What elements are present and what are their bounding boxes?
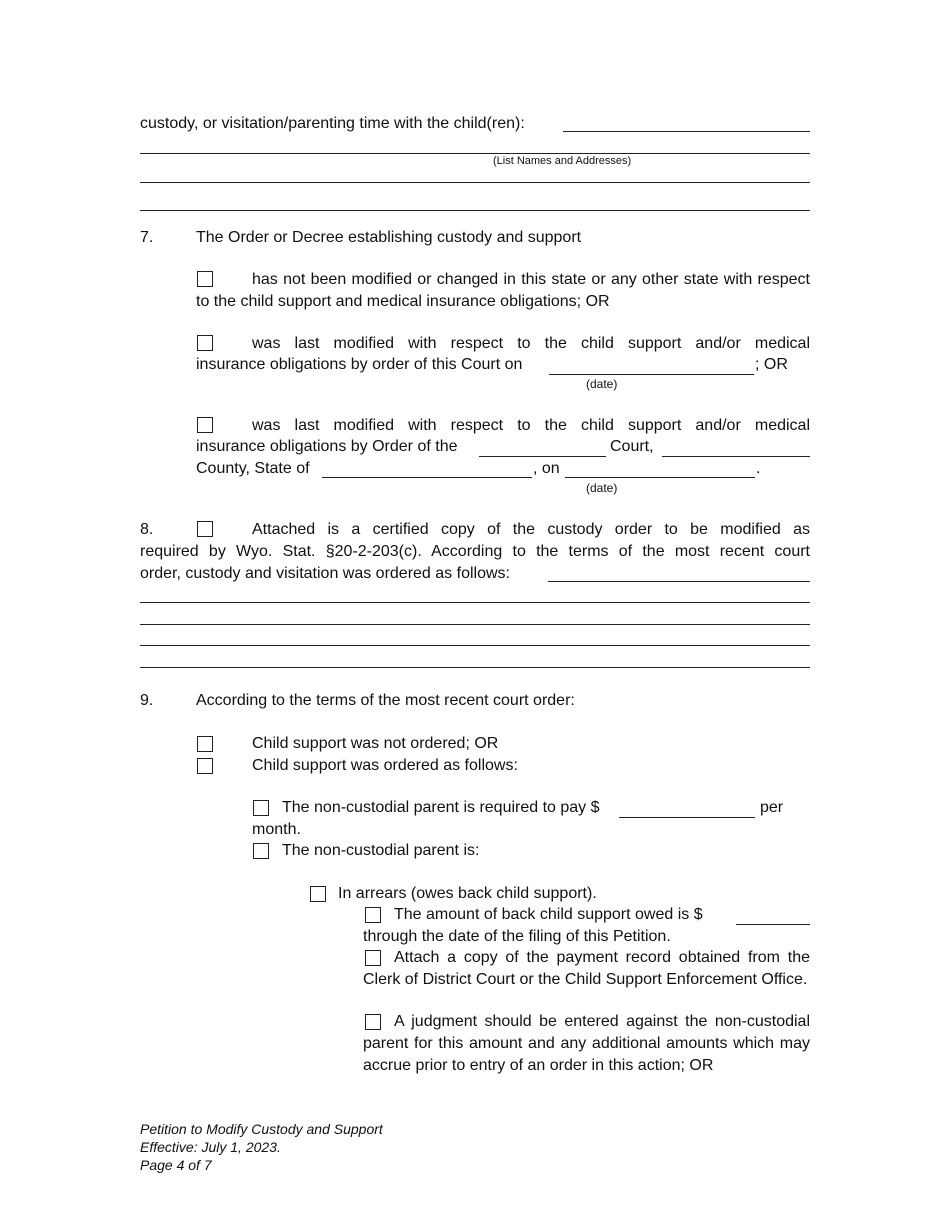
s9-pay-amount-blank[interactable] <box>619 817 755 818</box>
s7-opt2-date-label: (date) <box>586 377 618 391</box>
s7-opt2-line2: insurance obligations by order of this Court on <box>196 356 523 373</box>
s7-opt3-county-label: County, State of <box>196 460 310 477</box>
s9-not-ordered-checkbox[interactable] <box>197 736 213 752</box>
s9-arrears-checkbox[interactable] <box>310 886 326 902</box>
s8-blank-2[interactable] <box>140 602 810 603</box>
s7-opt3-date-blank[interactable] <box>565 477 755 478</box>
s9-parent-is-checkbox[interactable] <box>253 843 269 859</box>
s9-owed-through: through the date of the filing of this Petition. <box>363 928 671 945</box>
s8-text-line2: required by Wyo. Stat. §20-2-203(c). According to the terms of the most recent court <box>140 543 810 560</box>
s7-opt2-date-blank[interactable] <box>549 374 754 375</box>
s7-opt3-court-label: Court, <box>610 438 654 455</box>
s7-opt3-county-blank[interactable] <box>662 456 810 457</box>
intro-text: custody, or visitation/parenting time with the child(ren): <box>140 115 525 132</box>
s9-ordered-checkbox[interactable] <box>197 758 213 774</box>
s9-owed-checkbox[interactable] <box>365 907 381 923</box>
s8-blank-5[interactable] <box>140 667 810 668</box>
s7-opt2-line1: was last modified with respect to the child support and/or medical <box>252 335 810 352</box>
s7-opt3-court-blank[interactable] <box>479 456 606 457</box>
list-caption: (List Names and Addresses) <box>493 155 632 167</box>
s7-modified-other-court-checkbox[interactable] <box>197 417 213 433</box>
section-7-number: 7. <box>140 229 154 246</box>
section-9-heading: According to the terms of the most recent court order: <box>196 692 575 709</box>
s7-opt3-state-blank[interactable] <box>322 477 532 478</box>
s7-not-modified-text: has not been modified or changed in this state or any other state with respect to the child support and medical insurance obligations; OR <box>196 271 810 310</box>
s7-opt3-line2: insurance obligations by Order of the <box>196 438 458 455</box>
s7-opt3-line1: was last modified with respect to the child support and/or medical <box>252 417 810 434</box>
custody-blank-2[interactable] <box>140 153 810 154</box>
s9-owed-amount-blank[interactable] <box>736 924 810 925</box>
section-7-heading: The Order or Decree establishing custody and support <box>196 229 582 246</box>
s9-pay-month: month. <box>252 821 301 838</box>
section-8-number: 8. <box>140 521 154 538</box>
s8-certified-copy-checkbox[interactable] <box>197 521 213 537</box>
s9-judgment-text: A judgment should be entered against the non-custodial parent for this amount and any additional amounts which may accrue prior to entry of an order in this action; OR <box>363 1013 810 1074</box>
s9-ordered-text: Child support was ordered as follows: <box>252 757 518 774</box>
s9-owed-text: The amount of back child support owed is $ <box>394 906 703 923</box>
s9-attach-text: Attach a copy of the payment record obtained from the Clerk of District Court or the Child Support Enforcement Office. <box>363 949 810 988</box>
s9-pay-checkbox[interactable] <box>253 800 269 816</box>
s7-opt3-period: . <box>756 460 761 477</box>
custody-blank-3[interactable] <box>140 182 810 183</box>
custody-blank-4[interactable] <box>140 210 810 211</box>
s7-opt3-date-label: (date) <box>586 481 618 495</box>
section-9-number: 9. <box>140 692 154 709</box>
s9-arrears-text: In arrears (owes back child support). <box>338 885 597 902</box>
s9-pay-per: per <box>760 799 784 816</box>
footer-effective: Effective: July 1, 2023. <box>140 1139 281 1155</box>
s8-blank-3[interactable] <box>140 624 810 625</box>
s7-opt3-on-label: , on <box>533 460 560 477</box>
footer-page-number: Page 4 of 7 <box>140 1157 212 1173</box>
s8-blank-4[interactable] <box>140 645 810 646</box>
s9-pay-text: The non-custodial parent is required to pay $ <box>282 799 600 816</box>
s9-not-ordered-text: Child support was not ordered; OR <box>252 735 499 752</box>
s8-blank-1[interactable] <box>548 581 810 582</box>
custody-blank-1[interactable] <box>563 131 810 132</box>
s9-parent-is-text: The non-custodial parent is: <box>282 842 480 859</box>
s8-text-line1: Attached is a certified copy of the custody order to be modified as <box>252 521 810 538</box>
s7-opt2-or: ; OR <box>755 356 788 373</box>
s8-text-line3: order, custody and visitation was ordered as follows: <box>140 565 510 582</box>
footer-title: Petition to Modify Custody and Support <box>140 1121 383 1137</box>
s7-modified-this-court-checkbox[interactable] <box>197 335 213 351</box>
